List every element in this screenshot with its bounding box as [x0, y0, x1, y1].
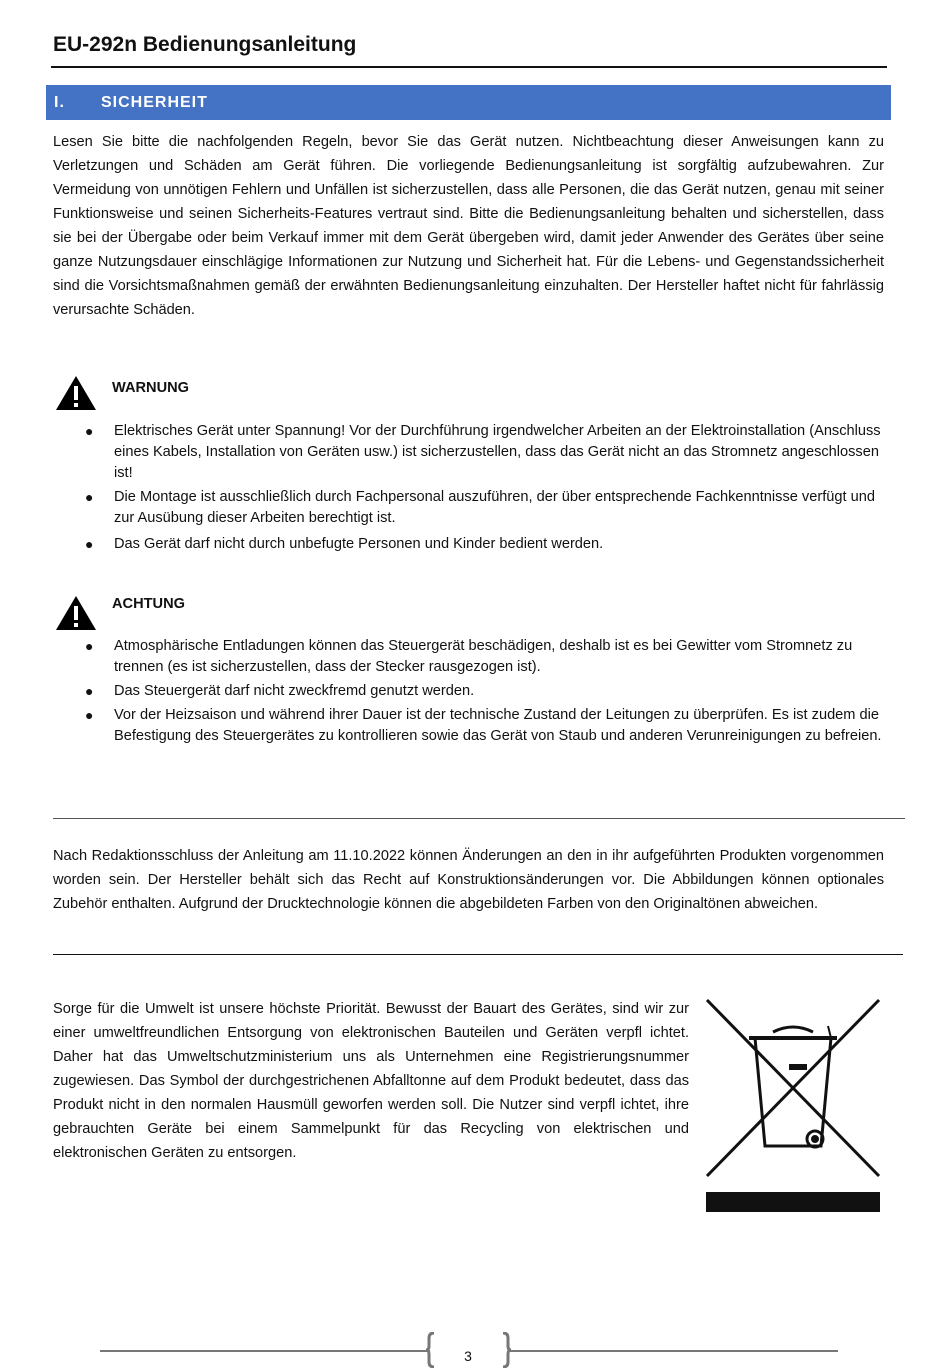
document-title: EU-292n Bedienungsanleitung — [53, 33, 357, 56]
warning-title: WARNUNG — [112, 380, 190, 396]
section-heading-bar — [46, 85, 891, 120]
bullet-icon: ● — [85, 423, 94, 439]
crossed-out-bin-icon — [703, 996, 883, 1214]
header-rule — [51, 66, 887, 68]
section-number: I. — [54, 94, 65, 111]
bullet-icon: ● — [85, 489, 94, 505]
footer-rule-left — [100, 1350, 430, 1352]
list-item: ● Die Montage ist ausschließlich durch Fachpersonal auszuführen, der über entsprechende Fachkenntnisse verfügt und zur Ausübung dieser Arbeiten berechtigt ist. — [85, 489, 875, 526]
bullet-icon: ● — [85, 638, 94, 654]
warning-list — [84, 421, 884, 558]
left-bracket-icon — [426, 1332, 436, 1368]
list-item: ● Elektrisches Gerät unter Spannung! Vor der Durchführung irgendwelcher Arbeiten an der Elektroinstallation (Anschluss eines Kabels, Installation von Geräten usw.) ist sicherzustellen, dass das Gerät nicht an das Stromnetz angeschlossen ist! — [85, 423, 881, 481]
list-item: ● Das Gerät darf nicht durch unbefugte Personen und Kinder bedient werden. — [84, 534, 884, 555]
list-item: ● Atmosphärische Entladungen können das Steuergerät beschädigen, deshalb ist es bei Gewitter vom Stromnetz zu trennen (es ist sicherzustellen, dass der Stecker rausgezogen ist). — [85, 638, 853, 675]
bullet-icon: ● — [85, 707, 94, 723]
footer-rule-right — [508, 1350, 838, 1352]
environment-paragraph: Sorge für die Umwelt ist unsere höchste Priorität. Bewusst der Bauart des Gerätes, sind wir zur einer umweltfreundlichen Entsorgung von elektronischen Bauteilen und Geräten verpfl ichtet. Daher hat das Umweltschutzministerium uns als Unternehmen eine Registrierungsnummer zugewiesen. Das Symbol der durchgestrichenen Abfalltonne auf dem Produkt bedeutet, dass das Produkt nicht in den normalen Hausmüll geworfen werden soll. Die Nutzer sind verpfl ichtet, ihre gebrauchten Geräte bei einem Sammelpunkt für das Recycling von elektrischen und elektronischen Geräten zu entsorgen. — [53, 1001, 689, 1161]
bullet-icon: ● — [85, 683, 94, 699]
list-item: ● Das Steuergerät darf nicht zweckfremd genutzt werden. — [84, 681, 884, 702]
divider — [53, 818, 905, 819]
caution-list — [84, 636, 884, 750]
page-number: 3 — [464, 1348, 472, 1364]
warning-triangle-icon — [55, 375, 97, 411]
divider — [53, 954, 903, 955]
section-title: SICHERHEIT — [101, 94, 208, 111]
caution-title: ACHTUNG — [112, 596, 185, 612]
intro-paragraph: Lesen Sie bitte die nachfolgenden Regeln, bevor Sie das Gerät nutzen. Nichtbeachtung dieser Anweisungen kann zu Verletzungen und Schäden am Gerät führen. Die vorliegende Bedienungsanleitung ist sorgfältig aufzubewahren. Zur Vermeidung von unnötigen Fehlern und Unfällen ist sicherzustellen, dass alle Personen, die das Gerät nutzen, genau mit seiner Funktionsweise und seinen Sicherheits-Features vertraut sind. Bitte die Bedienungsanleitung behalten und sicherstellen, dass sie bei der Übergabe oder beim Verkauf immer mit dem Gerät übergeben wird, damit jeder Anwender des Gerätes über seine ganze Nutzungsdauer einschlägige Informationen zur Nutzung und Sicherheit hat. Für die Lebens- und Gegenstandssicherheit sind die Vorsichtsmaßnahmen gemäß der erwähnten Bedienungsanleitung einzuhalten. Der Hersteller haftet nicht für fahrlässig verursachte Schäden. — [53, 134, 884, 318]
right-bracket-icon — [501, 1332, 511, 1368]
bullet-icon: ● — [85, 536, 94, 552]
list-item: ● Vor der Heizsaison und während ihrer Dauer ist der technische Zustand der Leitungen zu überprüfen. Es ist zudem die Befestigung des Steuergerätes zu kontrollieren sowie das Gerät von Staub und anderen Verunreinigungen zu befreien. — [85, 707, 882, 744]
warning-triangle-icon — [55, 595, 97, 631]
revision-note: Nach Redaktionsschluss der Anleitung am 11.10.2022 können Änderungen an den in ihr aufgeführten Produkten vorgenommen worden sein. Der Hersteller behält sich das Recht auf Konstruktionsänderungen vor. Die Abbildungen können optionales Zubehör enthalten. Aufgrund der Drucktechnologie können die abgebildeten Farben von den Originaltönen abweichen. — [53, 848, 884, 912]
